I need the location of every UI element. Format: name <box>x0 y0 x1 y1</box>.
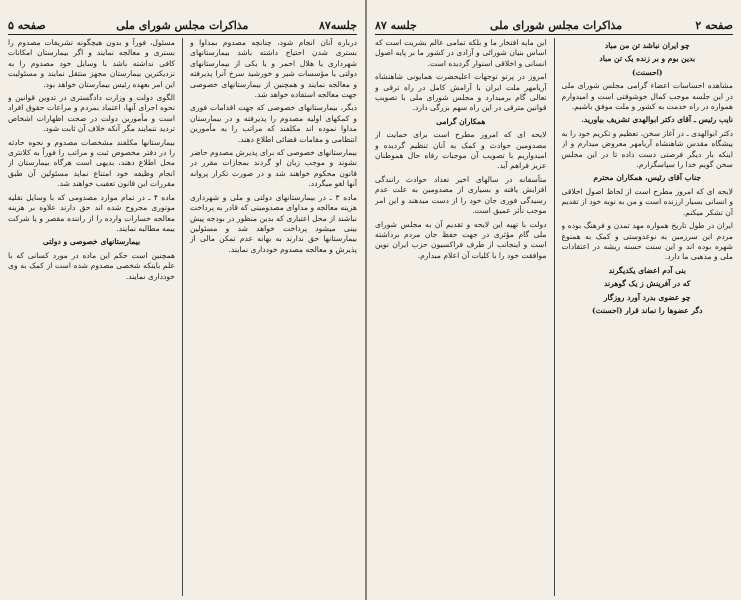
paragraph: الگوی دولت و وزارت دادگستری در تدوین قوانین و نحوه اجرای آنها، اعتماد بمردم و مراعات حقوق افراد است و مأمورین دولت در صحت اظهارات اشخاص تردید ننمایند مگر آنکه خلاف آن ثابت شود. <box>8 93 175 134</box>
paragraph: مسئول، فوراً و بدون هیچگونه تشریفات مصدوم را بستری و معالجه نمایند و اگر بیمارستان امکانات کافی نداشته باشد با وسایل خود مصدوم را به نزدیکترین بیمارستان مجهز منتقل نمایند و مسئولیت این امر بعهده رئیس بیمارستان خواهد بود. <box>8 38 175 89</box>
column-right <box>562 38 734 596</box>
paragraph: درباره آنان انجام شود، چنانچه مصدوم بمداوا و بستری شدن احتیاج داشته باشد بیمارستانهای شهرداری یا هلال احمر و یا یکی از بیمارستانهای دولتی یا مؤسسات شیر و خورشید سرخ آنرا پذیرفته و معالجه نمایند و همچنین از بیمارستانهای خصوصی جهت معالجه استفاده خواهد شد. <box>190 38 357 100</box>
poem-line: دگر عضوها را نماند قرار (احسنت) <box>591 305 703 315</box>
column-left <box>375 38 547 596</box>
column-divider <box>554 38 555 596</box>
paragraph: دکتر ابوالهدی ـ در آغاز سخن، تعظیم و تکریم خود را به پیشگاه مقدس شاهنشاه آریامهر معروض میدارم و از اینکه بار دیگر فرصتی دست داده تا در این مجلس سخن گویم خدا را سپاسگزارم. <box>561 128 733 170</box>
paragraph: امروز در پرتو توجهات اعلیحضرت همایونی شاهنشاه آریامهر ملت ایران با آرامش کامل در راه ترقی و تعالی گام برمیدارد و مجلس شورای ملی با تصویب قوانین مترقی در این راه سهم بزرگی دارد. <box>375 72 547 113</box>
page-header <box>8 14 357 35</box>
page-two <box>367 0 741 600</box>
page-number: صفحه ۵ <box>8 19 46 32</box>
poem-line: چو ایران نباشد تن من مباد <box>604 41 690 50</box>
paragraph: ایران در طول تاریخ همواره مهد تمدن و فرهنگ بوده و مردم این سرزمین به نوعدوستی و کمک به همنوع شهره بوده اند و این سنت حسنه ریشه در اعتقادات ملی و مذهبی ما دارد. <box>561 221 733 262</box>
speaker-line: نایب رئیس ـ آقای دکتر ابوالهدی تشریف بیاورید. <box>581 115 733 125</box>
paragraph: لایحه ای که امروز مطرح است برای حمایت از مصدومین حوادث و کمک به آنان تنظیم گردیده و امیدواریم با تصویب آن موجبات رفاه حال هموطنان عزیز فراهم آید. <box>375 130 547 171</box>
page-number: صفحه ۲ <box>695 19 733 32</box>
paragraph: بیمارستانها مکلفند مشخصات مصدوم و نحوه حادثه را در دفتر مخصوص ثبت و مراتب را فوراً به کلانتری محل اطلاع دهند، بدیهی است هرگاه بیمارستان از انجام وظیفه خود امتناع نماید مسئولین آن طبق مقررات این قانون تعقیب خواهند شد. <box>8 137 175 189</box>
page-header <box>375 14 733 35</box>
column-left <box>8 38 175 596</box>
paragraph: دیگر، بیمارستانهای خصوصی که جهت اقدامات فوری و کمکهای اولیه مصدوم را پذیرفته و در بیمارستان مداوا نموده اند مکلفند که مراتب را به مأمورین انتظامی و مقامات قضائی اطلاع دهند. <box>190 103 357 144</box>
paragraph: همچنین است حکم این ماده در مورد کسانی که با علم باینکه شخصی مصدوم شده است از کمک به وی خودداری نمایند. <box>8 250 175 281</box>
text-columns <box>8 38 357 596</box>
session-number: جلسه۸۷ <box>319 19 357 32</box>
paragraph: این مایه افتخار ما و بلکه تمامی عالم بشریت است که اساس بنیان شورائی و آزادی در کشور ما بر پایه اصول انسانی و اخلاقی استوار گردیده است. <box>375 38 547 68</box>
salutation: جناب آقای رئیس، همکاران محترم <box>593 173 702 183</box>
text-columns <box>375 38 733 596</box>
header-title: مذاکرات مجلس شورای ملی <box>116 19 249 32</box>
column-right <box>190 38 357 596</box>
section-heading: همکاران گرامی <box>436 116 486 126</box>
poem-line: چو عضوی بدرد آورد روزگار <box>603 292 691 302</box>
paragraph: ماده ۳ ـ در بیمارستانهای دولتی و ملی و شهرداری هزینه معالجه و مداوای مصدومینی که قادر به پرداخت نباشند از محل اعتباری که بدین منظور در بودجه پیش بینی میشود پرداخت خواهد شد و مسئولین بیمارستانها حق ندارند به بهانه عدم تمکن مالی از پذیرش و معالجه مصدوم خودداری نمایند. <box>190 192 357 254</box>
paragraph: ماده ۴ ـ در تمام موارد مصدومی که با وسایل نقلیه موتوری مجروح شده اند حق دارند علاوه بر هزینه معالجه خسارات وارده را از راننده مقصر و یا شرکت بیمه مطالبه نمایند. <box>8 192 175 233</box>
section-heading: بیمارستانهای خصوصی و دولتی <box>42 237 141 247</box>
page-five <box>0 0 367 600</box>
applause-note: (احسنت) <box>631 67 663 77</box>
header-title: مذاکرات مجلس شورای ملی <box>490 19 623 32</box>
poem-line: بدین بوم و بر زنده یک تن مباد <box>599 54 696 64</box>
paragraph: مشاهده احساسات اعضاء گرامی مجلس شورای ملی در این جلسه موجب کمال خوشوقتی است و امیدوارم همواره در راه خدمت به کشور و ملت موفق باشیم. <box>561 81 733 112</box>
paragraph: دولت با تهیه این لایحه و تقدیم آن به مجلس شورای ملی گام مؤثری در جهت حفظ جان مردم برداشته است و اینجانب از طرف فراکسیون حزب ایران نوین موافقت خود را با کلیات آن اعلام میدارم. <box>375 219 547 260</box>
paragraph: متأسفانه در سالهای اخیر تعداد حوادث رانندگی افزایش یافته و بسیاری از مصدومین به علت عدم رسیدگی فوری جان خود را از دست میدهند و این امر موجب تأثر عمیق است. <box>375 174 547 216</box>
session-number: جلسه ۸۷ <box>375 19 417 32</box>
poem-line: که در آفرینش ز یک گوهرند <box>604 279 691 289</box>
paragraph: لایحه ای که امروز مطرح است از لحاظ اصول اخلاقی و انسانی بسیار ارزنده است و من به نوبه خود از تقدیم آن تشکر میکنم. <box>561 186 733 217</box>
column-divider <box>182 38 183 596</box>
poem-line: بنی آدم اعضای یکدیگرند <box>608 265 686 275</box>
paragraph: بیمارستانهای خصوصی که برای پذیرش مصدوم حاضر نشوند و موجب زیان او گردند بمجازات مقرر در قانون محکوم خواهند شد و در صورت تکرار پروانه آنها لغو میگردد. <box>190 148 357 189</box>
